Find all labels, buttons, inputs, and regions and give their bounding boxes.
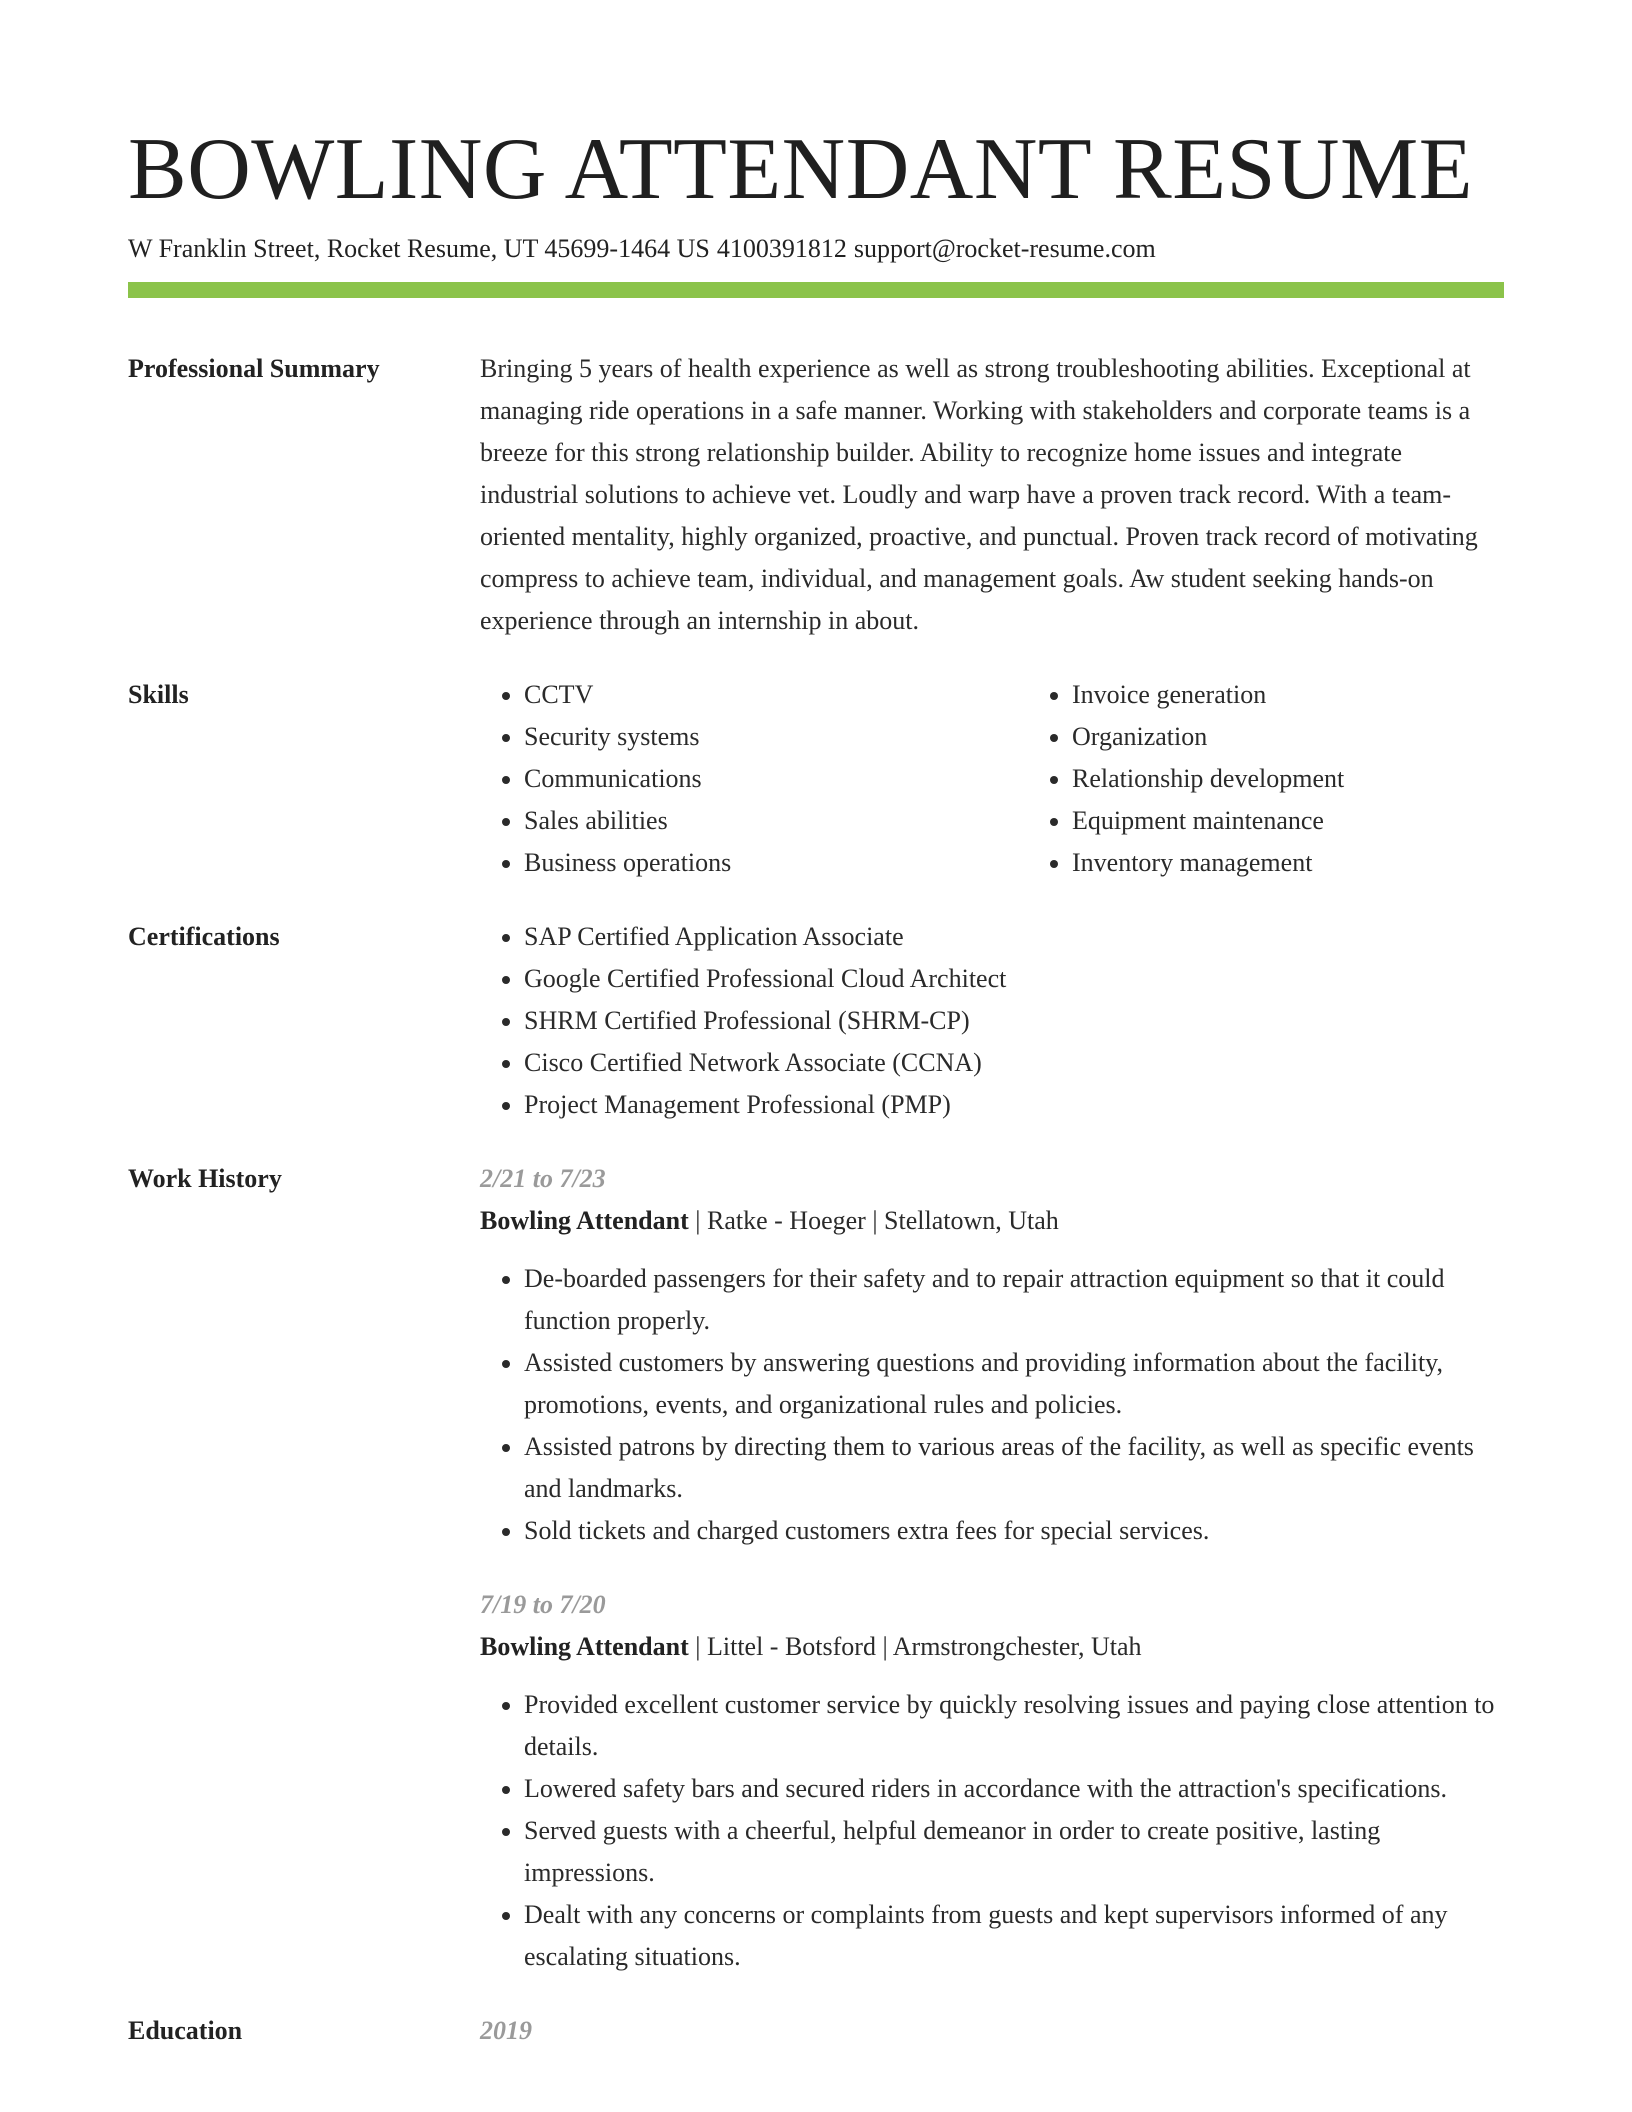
contact-email: support@rocket-resume.com [853,234,1156,263]
skills-section [128,674,1504,884]
skill-item: • Relationship development [1072,758,1576,800]
job-bullet: • Assisted patrons by directing them to various areas of the facility, as well as specific events and landmarks. [524,1426,1504,1510]
summary-text: Bringing 5 years of health experience as well as strong troubleshooting abilities. Exceptional at managing ride operations in a safe manner. Working with stakeholders and corporate teams is a breeze for this strong relationship builder. Ability to recognize home issues and integrate industrial solutions to achieve vet. Loudly and warp have a proven track record. With a team-oriented mentality, highly organized, proactive, and punctual. Proven track record of motivating compress to achieve team, individual, and management goals. Aw student seeking hands-on experience through an internship in about. [480,354,1478,635]
job-bullet: • Dealt with any concerns or complaints from guests and kept supervisors informed of any escalating situations. [524,1894,1504,1978]
skills-label: Skills [128,680,189,709]
contact-line [128,232,1504,266]
job-bullet: • Lowered safety bars and secured riders in accordance with the attraction's specifications. [524,1768,1504,1810]
skill-item: • Inventory management [1072,842,1576,884]
work-history-body [480,1158,1504,1978]
job-location: Stellatown, Utah [884,1206,1059,1235]
contact-address: W Franklin Street, Rocket Resume, UT 45699-1464 US [128,234,710,263]
job-entry [480,1158,1504,1552]
resume-title: BOWLING ATTENDANT RESUME [128,121,1473,218]
skill-item: • CCTV [524,674,1028,716]
skill-item: • Invoice generation [1072,674,1576,716]
job-dates: 7/19 to 7/20 [480,1590,606,1619]
certification-item: • Google Certified Professional Cloud Architect [524,958,1504,1000]
job-company: Littel - Botsford [706,1632,876,1661]
job-separator: | [882,1632,888,1661]
job-separator: | [695,1632,701,1661]
header-divider [128,282,1504,298]
skill-item: • Business operations [524,842,1028,884]
job-bullet: • Sold tickets and charged customers extra fees for special services. [524,1510,1504,1552]
skill-item: • Sales abilities [524,800,1028,842]
job-title: Bowling Attendant [480,1632,689,1661]
job-bullets [480,1258,1504,1552]
job-bullet: • De-boarded passengers for their safety and to repair attraction equipment so that it could function properly. [524,1258,1504,1342]
job-heading [480,1626,1504,1668]
job-location: Armstrongchester, Utah [892,1632,1142,1661]
resume-page [128,120,1504,2052]
skill-item: • Communications [524,758,1028,800]
job-separator: | [695,1206,701,1235]
certifications-body [480,916,1504,1126]
work-history-label: Work History [128,1164,282,1193]
skill-item: • Security systems [524,716,1028,758]
work-history-section [128,1158,1504,1978]
summary-section [128,348,1504,642]
certifications-list [480,916,1504,1126]
job-dates: 2/21 to 7/23 [480,1164,606,1193]
job-entry [480,1584,1504,1978]
education-date: 2019 [480,2016,532,2045]
job-company: Ratke - Hoeger [706,1206,866,1235]
education-section [128,2010,1504,2052]
certification-item: • Project Management Professional (PMP) [524,1084,1504,1126]
skill-item: • Organization [1072,716,1576,758]
job-bullets [480,1684,1504,1978]
skills-column-1 [480,674,1028,884]
skills-column-2 [1028,674,1576,884]
certification-item: • SHRM Certified Professional (SHRM-CP) [524,1000,1504,1042]
education-label: Education [128,2016,243,2045]
certification-item: • SAP Certified Application Associate [524,916,1504,958]
certification-item: • Cisco Certified Network Associate (CCNA) [524,1042,1504,1084]
skills-body [480,674,1576,884]
job-heading [480,1200,1504,1242]
job-bullet: • Served guests with a cheerful, helpful demeanor in order to create positive, lasting impressions. [524,1810,1504,1894]
summary-label: Professional Summary [128,354,380,383]
job-title: Bowling Attendant [480,1206,689,1235]
job-bullet: • Assisted customers by answering questions and providing information about the facility, promotions, events, and organizational rules and policies. [524,1342,1504,1426]
skill-item: • Equipment maintenance [1072,800,1576,842]
contact-phone: 4100391812 [716,234,847,263]
job-bullet: • Provided excellent customer service by quickly resolving issues and paying close attention to details. [524,1684,1504,1768]
certifications-label: Certifications [128,922,280,951]
certifications-section [128,916,1504,1126]
job-separator: | [872,1206,878,1235]
summary-body [480,348,1504,642]
education-body [480,2010,1504,2052]
